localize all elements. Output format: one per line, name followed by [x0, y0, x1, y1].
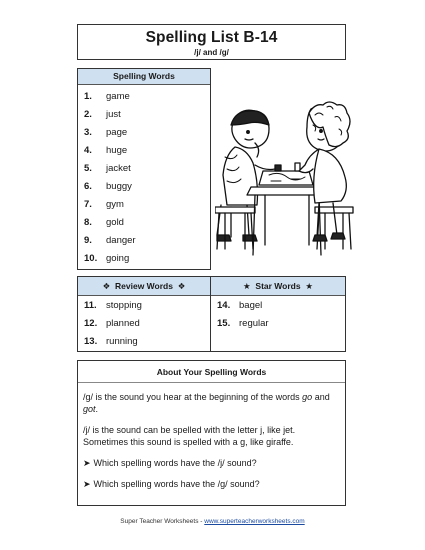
question-g: [83, 478, 340, 490]
word-row: [78, 249, 210, 267]
about-text: .: [95, 404, 99, 414]
example-word: got: [83, 404, 96, 414]
word-number: 8.: [84, 216, 92, 228]
about-body: [78, 383, 345, 490]
footer: [0, 518, 425, 525]
about-text: and: [312, 392, 330, 402]
footer-link[interactable]: www.superteacherworksheets.com: [204, 518, 305, 525]
review-words-list: [78, 296, 210, 350]
word-row: [78, 296, 210, 314]
question-text: Which spelling words have the /j/ sound?: [93, 458, 257, 468]
arrow-icon: ➤: [83, 458, 91, 468]
page-subtitle: /j/ and /g/: [194, 48, 229, 57]
word-row: [78, 314, 210, 332]
word-row: [78, 195, 210, 213]
word-number: 7.: [84, 198, 92, 210]
spelling-words-header: Spelling Words: [78, 69, 210, 85]
word-row: [78, 87, 210, 105]
diamond-icon: ❖: [177, 281, 186, 291]
word-row: [78, 332, 210, 350]
word-row: [78, 213, 210, 231]
word-number: 15.: [217, 317, 231, 329]
page-title: Spelling List B-14: [145, 29, 278, 46]
word-number: 4.: [84, 144, 92, 156]
star-words-header-label: Star Words: [255, 281, 301, 291]
spelling-words-box: [77, 68, 211, 270]
question-text: Which spelling words have the /g/ sound?: [93, 479, 260, 489]
diamond-icon: ❖: [102, 281, 111, 291]
word-row: [78, 177, 210, 195]
word-text: game: [106, 90, 130, 102]
word-text: jacket: [106, 162, 131, 174]
review-words-header-label: Review Words: [115, 281, 173, 291]
word-text: going: [106, 252, 130, 264]
word-row: [211, 296, 345, 314]
star-words-box: [210, 276, 346, 352]
star-icon: ★: [305, 281, 313, 291]
word-text: danger: [106, 234, 136, 246]
about-box: [77, 360, 346, 506]
children-playing-board-game-illustration: [215, 95, 355, 260]
word-number: 10.: [84, 252, 98, 264]
word-number: 3.: [84, 126, 92, 138]
word-number: 9.: [84, 234, 92, 246]
word-text: buggy: [106, 180, 132, 192]
star-words-header: [211, 277, 345, 296]
word-text: stopping: [106, 299, 142, 311]
word-row: [78, 141, 210, 159]
spelling-words-list: [78, 85, 210, 267]
word-number: 6.: [84, 180, 92, 192]
word-text: regular: [239, 317, 269, 329]
word-number: 5.: [84, 162, 92, 174]
about-title: About Your Spelling Words: [78, 361, 345, 383]
word-text: gym: [106, 198, 124, 210]
word-number: 2.: [84, 108, 92, 120]
word-number: 12.: [84, 317, 98, 329]
word-text: page: [106, 126, 128, 138]
word-number: 1.: [84, 90, 92, 102]
word-row: [78, 105, 210, 123]
arrow-icon: ➤: [83, 479, 91, 489]
word-row: [78, 159, 210, 177]
word-row: [78, 123, 210, 141]
about-paragraph-j: /j/ is the sound can be spelled with the letter j, like jet. Sometimes this sound is spelled with a g, like giraffe.: [83, 425, 296, 447]
example-word: go: [302, 392, 313, 402]
footer-text: Super Teacher Worksheets -: [120, 518, 205, 525]
word-text: running: [106, 335, 138, 347]
word-number: 13.: [84, 335, 98, 347]
word-text: planned: [106, 317, 140, 329]
review-words-box: [77, 276, 211, 352]
title-box: [77, 24, 346, 60]
review-words-header: [78, 277, 210, 296]
about-paragraph-g: [83, 391, 340, 415]
word-row: [211, 314, 345, 332]
word-text: gold: [106, 216, 124, 228]
question-j: [83, 457, 340, 469]
word-text: bagel: [239, 299, 263, 311]
word-text: huge: [106, 144, 128, 156]
word-number: 11.: [84, 299, 97, 311]
word-row: [78, 231, 210, 249]
word-number: 14.: [217, 299, 231, 311]
word-text: just: [106, 108, 121, 120]
star-icon: ★: [243, 281, 251, 291]
about-text: /g/ is the sound you hear at the beginning of the words: [83, 392, 300, 402]
star-words-list: [211, 296, 345, 332]
